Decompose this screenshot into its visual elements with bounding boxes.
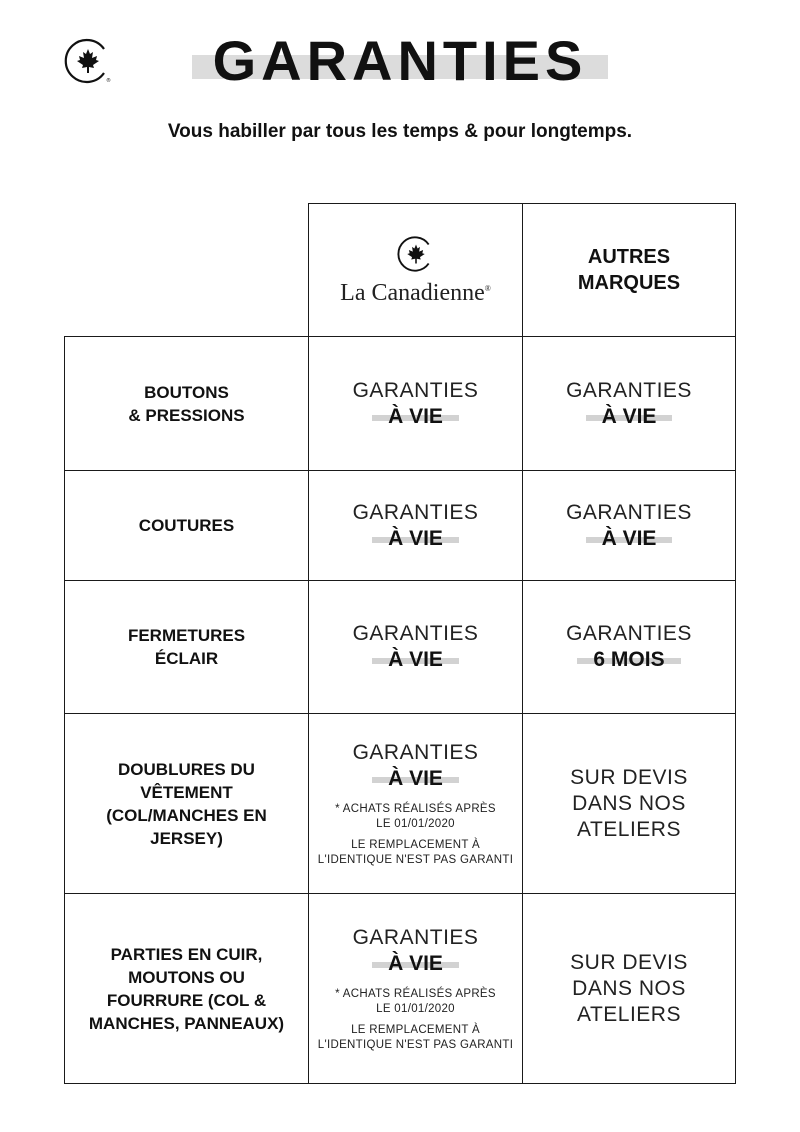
row-label-doublures (64, 713, 309, 894)
brand-wordmark: La Canadienne® (340, 280, 491, 306)
row-label-line: (COL/MANCHES EN (106, 805, 267, 825)
row-label-parties-cuir (64, 893, 309, 1084)
row-label-line: DOUBLURES DU (118, 759, 255, 779)
devis-line: DANS NOS (572, 976, 686, 1000)
row-label-line: & PRESSIONS (128, 405, 245, 425)
other-guarantee-fermetures (522, 580, 736, 714)
column-header-la-canadienne (308, 203, 523, 337)
devis-line: ATELIERS (577, 817, 681, 841)
row-label-line: MOUTONS OU (128, 967, 245, 987)
row-label-coutures (64, 470, 309, 581)
lc-guarantee-boutons (308, 336, 523, 471)
replacement-note: LE REMPLACEMENT À L'IDENTIQUE N'EST PAS GARANTI (317, 838, 514, 866)
row-label-line: ÉCLAIR (154, 649, 219, 668)
replacement-note: LE REMPLACEMENT À L'IDENTIQUE N'EST PAS GARANTI (317, 1023, 514, 1051)
guarantee-duration: À VIE (586, 404, 673, 430)
row-label-fermetures (64, 580, 309, 714)
devis-line: ATELIERS (577, 1002, 681, 1026)
svg-text:®: ® (106, 78, 111, 84)
row-label-line: COUTURES (138, 516, 235, 535)
guarantee-duration: À VIE (372, 951, 459, 977)
other-devis-doublures (522, 713, 736, 894)
purchase-date-note: * ACHATS RÉALISÉS APRÈS LE 01/01/2020 (335, 987, 496, 1015)
column-header-line: AUTRES (587, 246, 671, 268)
guarantee-text: GARANTIES (352, 925, 479, 949)
guarantee-text: GARANTIES (566, 500, 692, 524)
other-guarantee-coutures (522, 470, 736, 581)
guarantee-text: GARANTIES (352, 740, 479, 764)
lc-guarantee-parties-cuir (308, 893, 523, 1084)
guarantee-text: GARANTIES (352, 378, 479, 402)
guarantee-duration: À VIE (372, 404, 459, 430)
row-label-line: MANCHES, PANNEAUX) (88, 1013, 285, 1033)
lc-guarantee-coutures (308, 470, 523, 581)
purchase-date-note: * ACHATS RÉALISÉS APRÈS LE 01/01/2020 (335, 802, 496, 830)
guarantee-text: GARANTIES (352, 622, 479, 645)
page-title: GARANTIES (212, 29, 588, 92)
devis-line: DANS NOS (572, 791, 686, 815)
row-label-line: JERSEY) (150, 828, 223, 848)
row-label-line: FERMETURES (127, 626, 246, 645)
other-devis-parties-cuir (522, 893, 736, 1084)
row-label-boutons (64, 336, 309, 471)
guarantee-text: GARANTIES (352, 500, 479, 524)
row-label-line: VÊTEMENT (140, 782, 233, 802)
guarantee-duration: À VIE (372, 647, 459, 673)
column-header-autres-marques (522, 203, 736, 337)
row-label-line: PARTIES EN CUIR, (110, 944, 263, 964)
lc-guarantee-fermetures (308, 580, 523, 714)
devis-line: SUR DEVIS (570, 950, 688, 974)
lc-guarantee-doublures (308, 713, 523, 894)
guarantee-duration: À VIE (372, 526, 459, 552)
guarantee-text: GARANTIES (566, 622, 692, 645)
devis-line: SUR DEVIS (570, 765, 688, 789)
page-subtitle: Vous habiller par tous les temps & pour longtemps. (167, 121, 633, 142)
maple-leaf-c-icon (397, 234, 435, 274)
guarantee-text: GARANTIES (566, 378, 692, 402)
row-label-line: BOUTONS (144, 382, 229, 402)
row-label-line: FOURRURE (COL & (106, 990, 267, 1010)
guarantee-duration: À VIE (586, 526, 673, 552)
column-header-line: MARQUES (577, 272, 681, 294)
other-guarantee-boutons (522, 336, 736, 471)
guarantee-duration: 6 MOIS (577, 647, 680, 673)
guarantee-duration: À VIE (372, 766, 459, 792)
